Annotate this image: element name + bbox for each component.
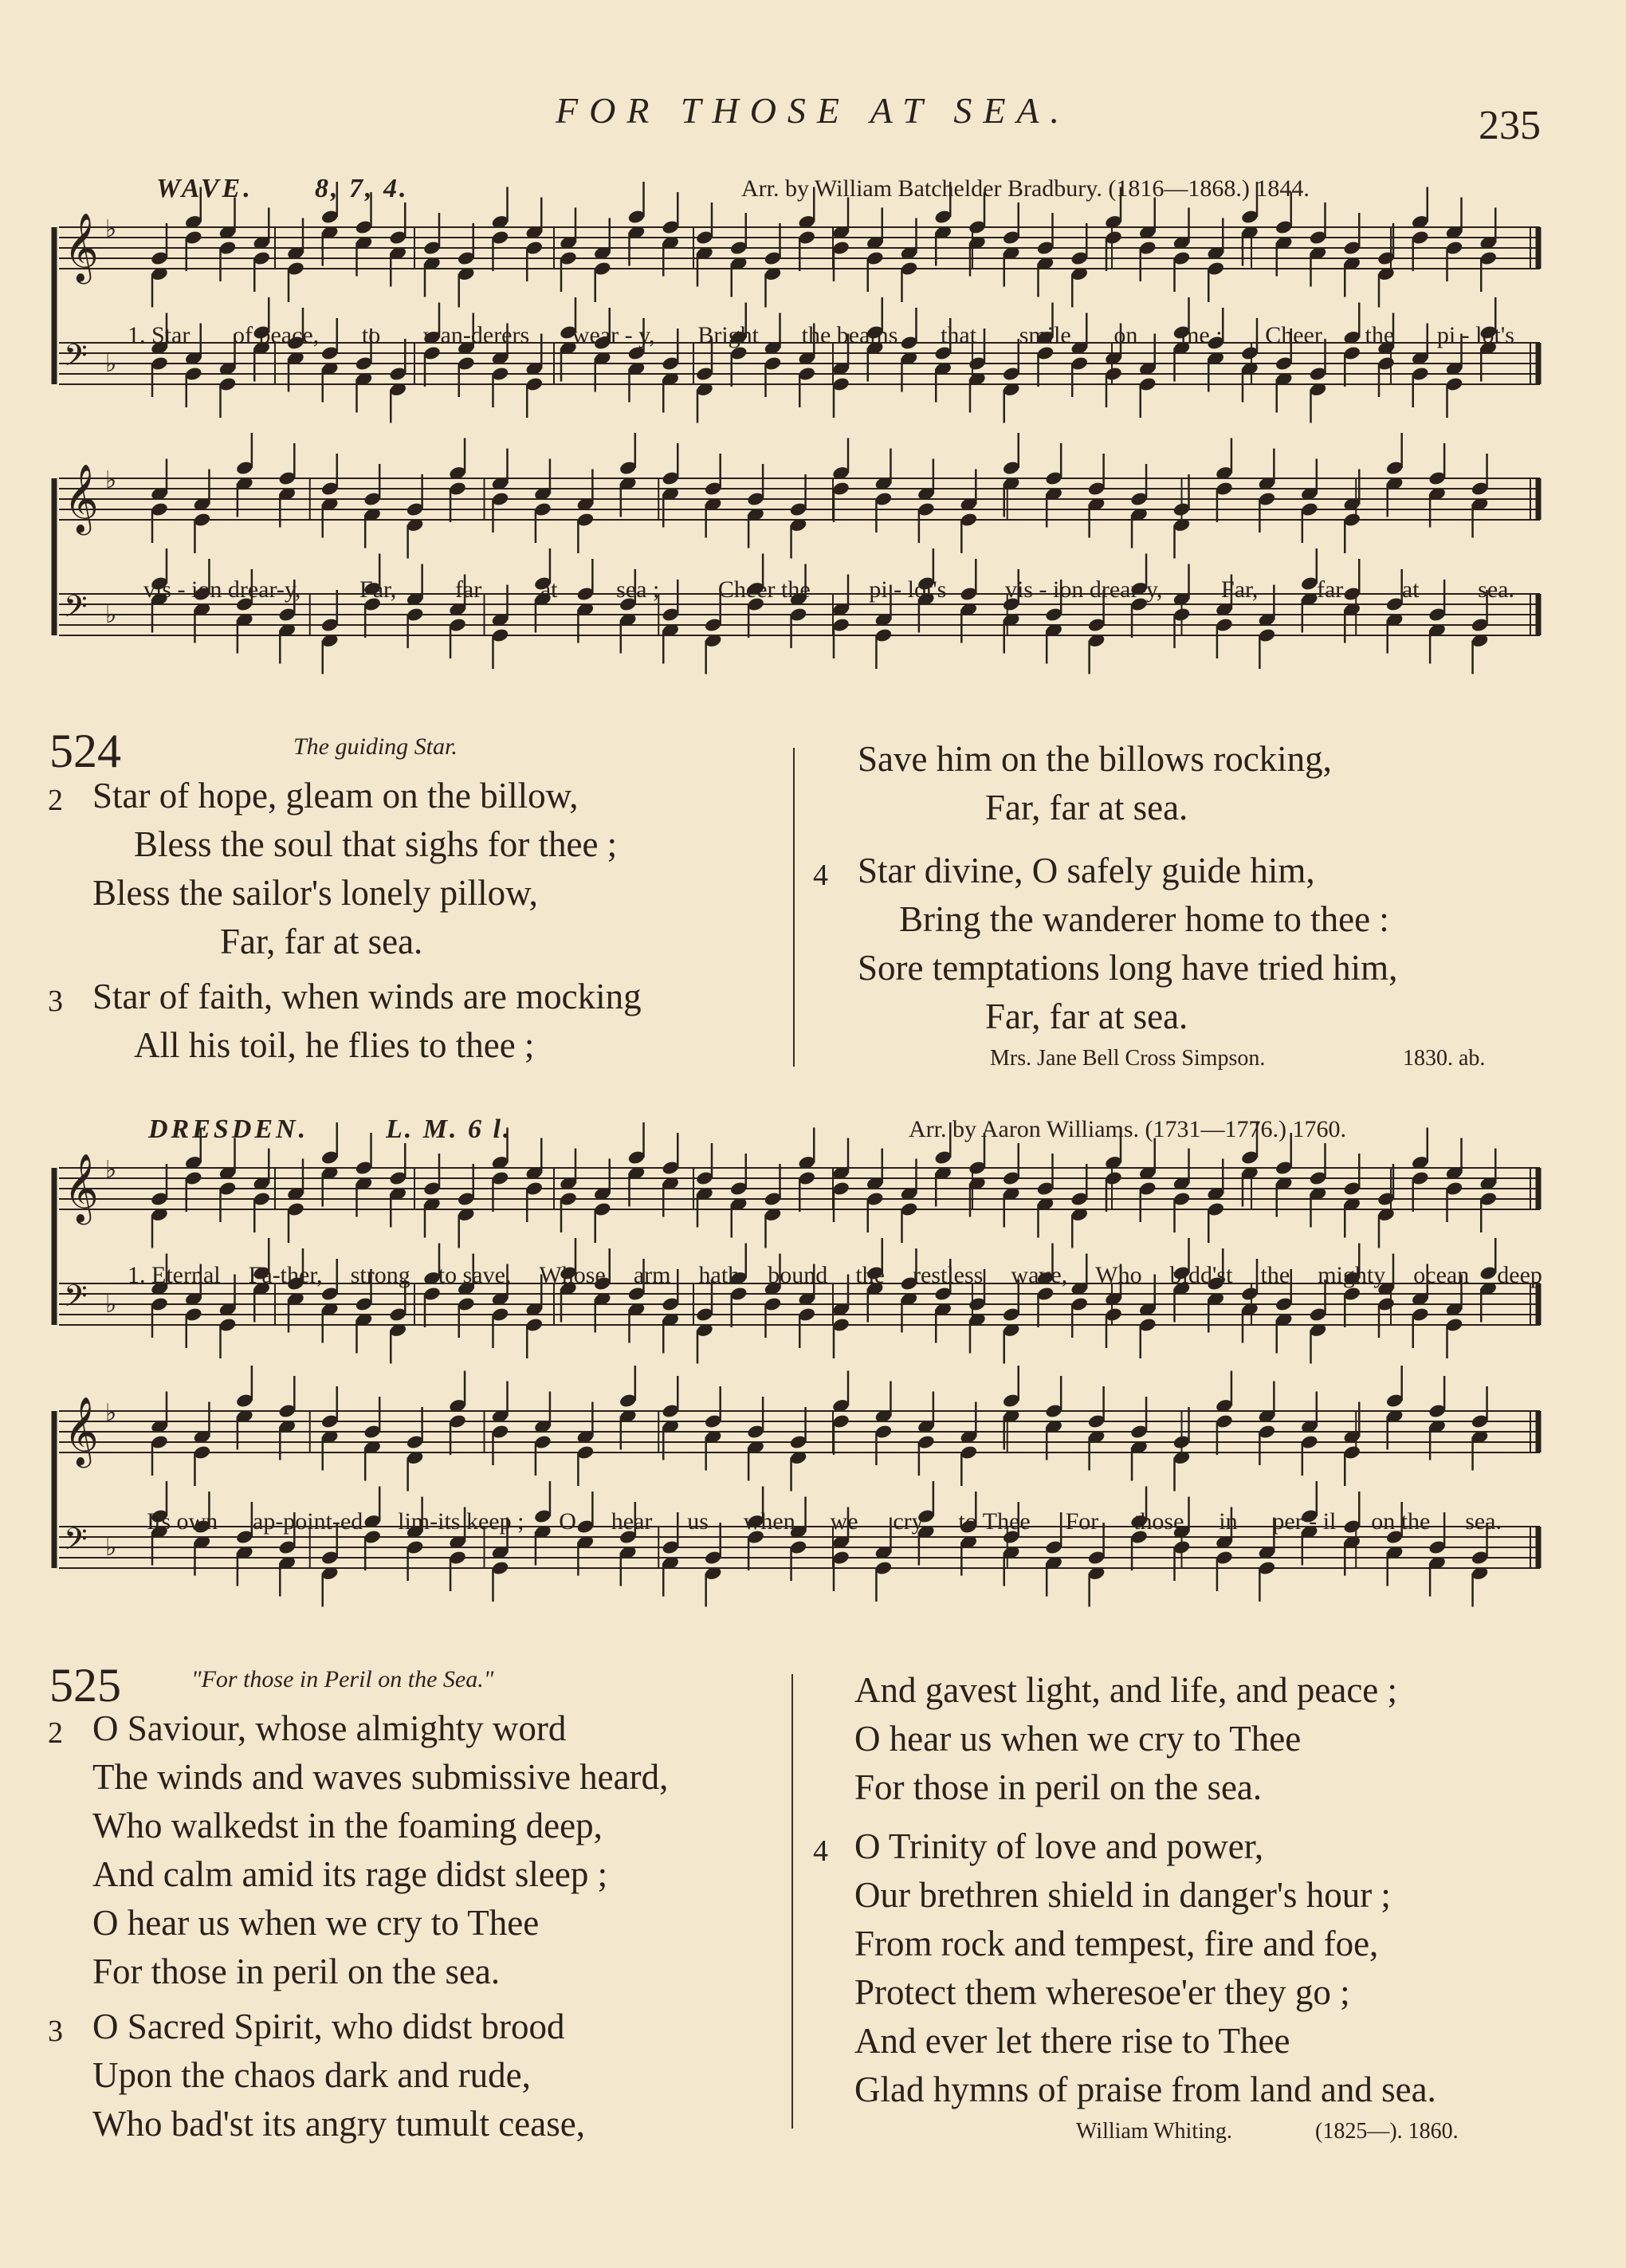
- author-date: (1825—). 1860.: [1315, 2119, 1459, 2144]
- lyric-syllable: hath: [698, 1262, 740, 1288]
- tune-name: WAVE.: [156, 174, 253, 203]
- bass-clef-icon: 𝄢: [64, 588, 88, 631]
- lyric-syllable: at: [540, 576, 558, 603]
- lyric-syllable: mighty: [1318, 1262, 1386, 1288]
- verse-line: Star of hope, gleam on the billow,: [92, 776, 579, 816]
- lyric-syllable: Fa-ther,: [248, 1262, 323, 1288]
- music-staff: [48, 1397, 1546, 1594]
- tune-name: DRESDEN.: [148, 1114, 309, 1144]
- lyric-syllable: Bright: [697, 322, 759, 348]
- lyric-syllable: Cheer: [1265, 322, 1322, 348]
- lyric-syllable: strong: [350, 1262, 410, 1288]
- verse-line: Who bad'st its angry tumult cease,: [92, 2104, 585, 2144]
- lyric-syllable: Far,: [1221, 576, 1259, 603]
- lyric-syllable: ap-point-ed: [253, 1508, 363, 1535]
- verse-line: O Sacred Spirit, who didst brood: [92, 2007, 565, 2046]
- lyric-syllable: we: [830, 1508, 858, 1535]
- verse-line: All his toil, he flies to thee ;: [134, 1025, 535, 1065]
- lyric-syllable: bidd'st: [1169, 1262, 1233, 1288]
- lyric-syllable: to Thee: [958, 1508, 1031, 1535]
- verse-line: Who walkedst in the foaming deep,: [92, 1806, 603, 1845]
- bass-clef-icon: 𝄢: [64, 1278, 88, 1321]
- bass-clef-icon: 𝄢: [64, 337, 88, 380]
- lyric-syllable: lim-its keep ;: [398, 1508, 524, 1535]
- lyric-syllable: wave,: [1011, 1262, 1068, 1288]
- verse-line: From rock and tempest, fire and foe,: [854, 1924, 1379, 1963]
- lyric-syllable: Cheer the: [717, 576, 811, 603]
- verse-line: Bless the soul that sighs for thee ;: [134, 824, 618, 864]
- lyric-syllable: Whose: [539, 1262, 606, 1288]
- treble-clef-icon: 𝄞: [64, 1154, 99, 1222]
- page-number: 235: [1479, 103, 1541, 148]
- lyric-syllable: sea.: [1465, 1508, 1502, 1535]
- verse-line: O Trinity of love and power,: [854, 1826, 1264, 1866]
- verse-number: 4: [813, 1834, 828, 1868]
- lyric-syllable: restless: [913, 1262, 984, 1288]
- music-staff: [48, 1154, 1546, 1351]
- verse-number: 3: [48, 985, 63, 1018]
- verse-line: For those in peril on the sea.: [92, 1952, 501, 1991]
- tune-arranger: Arr. by William Batchelder Bradbury. (1816—1868.) 1844.: [741, 175, 1310, 202]
- lyric-syllable: far: [454, 576, 482, 603]
- verse-line: And calm amid its rage didst sleep ;: [92, 1854, 608, 1894]
- music-staff: [48, 464, 1546, 662]
- running-header: FOR THOSE AT SEA.: [555, 90, 1071, 131]
- lyric-syllable: to: [361, 322, 381, 348]
- verse-line: Sore temptations long have tried him,: [858, 948, 1398, 988]
- lyric-syllable: bound: [768, 1262, 828, 1288]
- hymn-subtitle: "For those in Peril on the Sea.": [191, 1666, 494, 1692]
- tune-arranger: Arr. by Aaron Williams. (1731—1776.) 1760.: [909, 1116, 1347, 1142]
- lyric-syllable: Its own: [147, 1508, 218, 1535]
- lyric-syllable: pi - lot's: [869, 576, 947, 603]
- verse-line: Bring the wanderer home to thee :: [899, 899, 1389, 939]
- verse-number: 4: [813, 859, 828, 892]
- lyric-syllable: For: [1065, 1508, 1099, 1535]
- verse-line: And gavest light, and life, and peace ;: [854, 1670, 1398, 1710]
- lyric-syllable: deep: [1497, 1262, 1542, 1288]
- flat-icon: ♭: [105, 1534, 117, 1562]
- lyric-syllable: Far,: [359, 576, 397, 603]
- verse-number: 2: [48, 1716, 63, 1750]
- treble-clef-icon: 𝄞: [64, 464, 99, 533]
- author: Mrs. Jane Bell Cross Simpson.: [990, 1046, 1266, 1071]
- lyric-syllable: those: [1133, 1508, 1184, 1535]
- verse-line: Star of faith, when winds are mocking: [92, 977, 642, 1016]
- lyric-syllable: the: [855, 1262, 885, 1288]
- verse-line: Save him on the billows rocking,: [858, 739, 1332, 779]
- bass-clef-icon: 𝄢: [64, 1521, 88, 1564]
- verse-number: 3: [48, 2014, 63, 2048]
- lyric-syllable: the: [1260, 1262, 1290, 1288]
- lyric-syllable: to save,: [438, 1262, 512, 1288]
- verse-line: O hear us when we cry to Thee: [854, 1719, 1302, 1759]
- lyrics-line: [143, 576, 1514, 603]
- lyric-syllable: vis - ion drear-y,: [143, 576, 301, 603]
- lyric-syllable: when: [743, 1508, 795, 1535]
- verse-line: Far, far at sea.: [985, 788, 1188, 827]
- lyric-syllable: far: [1316, 576, 1344, 603]
- tune-meter: 8, 7, 4.: [315, 174, 409, 203]
- lyrics-line: [128, 322, 1514, 349]
- music-staff: [48, 213, 1546, 411]
- lyrics-line: [147, 1508, 1502, 1535]
- verse-line: Star divine, O safely guide him,: [858, 851, 1315, 890]
- verse-line: Bless the sailor's lonely pillow,: [92, 873, 538, 913]
- tune-meter: L. M. 6 l.: [386, 1114, 513, 1144]
- lyric-syllable: us: [687, 1508, 709, 1535]
- verse-line: Far, far at sea.: [220, 922, 423, 961]
- hymn-number: 524: [49, 725, 121, 777]
- column-divider: [791, 1674, 793, 2128]
- verse-line: Upon the chaos dark and rude,: [92, 2055, 531, 2095]
- lyric-syllable: 1. Eternal: [128, 1262, 221, 1288]
- lyric-syllable: arm: [633, 1262, 671, 1288]
- verse-number: 2: [48, 784, 63, 817]
- verse-line: Our brethren shield in danger's hour ;: [854, 1875, 1391, 1915]
- hymn-subtitle: The guiding Star.: [293, 733, 458, 760]
- lyric-syllable: Who: [1095, 1262, 1142, 1288]
- lyric-syllable: sea ;: [616, 576, 660, 603]
- lyric-syllable: per - il: [1272, 1508, 1337, 1535]
- flat-icon: ♭: [105, 601, 117, 629]
- flat-icon: ♭: [105, 466, 117, 494]
- flat-icon: ♭: [105, 1156, 117, 1184]
- lyrics-line: [128, 1262, 1542, 1289]
- verse-line: Far, far at sea.: [985, 996, 1188, 1036]
- verse-line: Glad hymns of praise from land and sea.: [854, 2070, 1436, 2109]
- verse-line: And ever let there rise to Thee: [854, 2021, 1290, 2061]
- treble-clef-icon: 𝄞: [64, 213, 99, 281]
- lyric-syllable: wear - y,: [571, 322, 655, 348]
- verse-line: O hear us when we cry to Thee: [92, 1903, 540, 1943]
- verse-line: The winds and waves submissive heard,: [92, 1757, 669, 1797]
- lyric-syllable: me ;: [1180, 322, 1223, 348]
- lyric-syllable: the: [1365, 322, 1395, 348]
- author-date: 1830. ab.: [1403, 1046, 1486, 1071]
- lyric-syllable: wan-derers: [422, 322, 530, 348]
- lyric-syllable: the beams: [801, 322, 898, 348]
- flat-icon: ♭: [105, 1399, 117, 1427]
- flat-icon: ♭: [105, 215, 117, 243]
- verse-line: Protect them wheresoe'er they go ;: [854, 1972, 1350, 2012]
- verse-line: For those in peril on the sea.: [854, 1767, 1263, 1807]
- lyric-syllable: on: [1113, 322, 1138, 348]
- lyric-syllable: in: [1219, 1508, 1238, 1535]
- flat-icon: ♭: [105, 1291, 117, 1319]
- lyric-syllable: smile: [1019, 322, 1071, 348]
- lyric-syllable: on the: [1371, 1508, 1431, 1535]
- verse-line: O Saviour, whose almighty word: [92, 1708, 567, 1748]
- lyric-syllable: cry: [893, 1508, 924, 1535]
- lyric-syllable: pi - lot's: [1436, 322, 1514, 348]
- author: William Whiting.: [1076, 2119, 1232, 2144]
- hymn-number: 525: [49, 1659, 121, 1712]
- lyric-syllable: hear: [611, 1508, 653, 1535]
- lyric-syllable: vis - ion drear-y,: [1005, 576, 1163, 603]
- lyric-syllable: at: [1401, 576, 1420, 603]
- treble-clef-icon: 𝄞: [64, 1397, 99, 1465]
- lyric-syllable: O: [559, 1508, 576, 1535]
- lyric-syllable: ocean: [1413, 1262, 1470, 1288]
- lyric-syllable: sea.: [1478, 576, 1514, 603]
- column-divider: [793, 748, 795, 1067]
- lyric-syllable: of peace,: [232, 322, 320, 348]
- lyric-syllable: that: [941, 322, 977, 348]
- lyric-syllable: 1. Star: [128, 322, 190, 348]
- flat-icon: ♭: [105, 350, 117, 378]
